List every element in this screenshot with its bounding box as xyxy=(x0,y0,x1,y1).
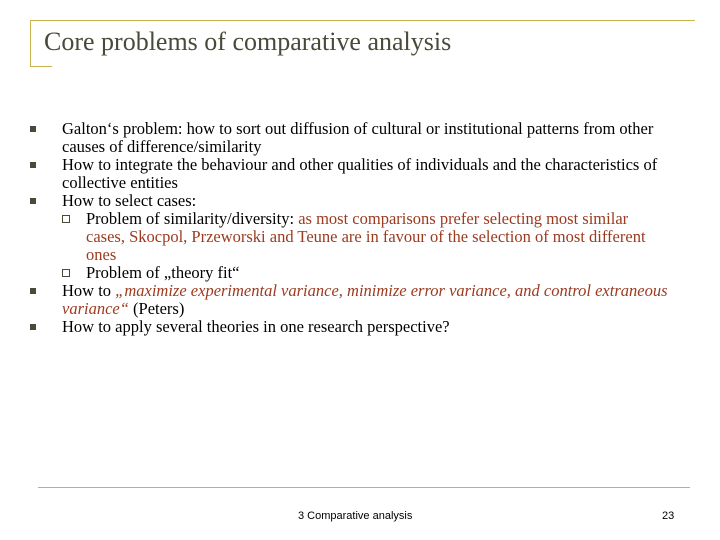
bullet-item xyxy=(30,156,670,192)
square-bullet-icon xyxy=(30,126,36,132)
page-number: 23 xyxy=(662,510,675,522)
bullet-text: How to apply several theories in one research perspective? xyxy=(62,317,450,336)
title-frame xyxy=(0,0,720,80)
bullet-suffix: (Peters) xyxy=(128,299,185,318)
sub-bullet-accent: as most comparisons prefer selecting most similar cases, Skocpol, Przeworski and Teune are in favour of the selection of most different ones xyxy=(86,209,646,264)
hollow-square-bullet-icon xyxy=(62,215,70,223)
bullet-text: Galton‘s problem: how to sort out diffusion of cultural or institutional patterns from other causes of difference/similarity xyxy=(62,119,654,156)
frame-corner-line xyxy=(30,66,52,67)
bullet-item xyxy=(30,318,670,336)
bullet-item xyxy=(30,120,670,156)
square-bullet-icon xyxy=(30,162,36,168)
bullet-text: How to select cases: xyxy=(62,191,197,210)
sub-bullet-label: Problem of similarity/diversity: xyxy=(86,209,299,228)
bullet-quote: „maximize experimental variance, minimize error variance, and control extraneous variance“ xyxy=(62,281,668,318)
sub-bullet-item xyxy=(62,264,670,282)
hollow-square-bullet-icon xyxy=(62,269,70,277)
bullet-text: How to integrate the behaviour and other qualities of individuals and the characteristics of collective entities xyxy=(62,155,658,192)
sub-bullet-text: Problem of „theory fit“ xyxy=(86,263,240,282)
footer-divider xyxy=(38,487,690,488)
square-bullet-icon xyxy=(30,198,36,204)
square-bullet-icon xyxy=(30,288,36,294)
frame-vertical-line xyxy=(30,20,31,66)
sub-bullet-item xyxy=(62,210,670,264)
frame-horizontal-line xyxy=(30,20,695,21)
bullet-prefix: How to xyxy=(62,281,116,300)
bullet-list xyxy=(30,120,670,336)
bullet-item xyxy=(30,282,670,318)
footer-center-text: 3 Comparative analysis xyxy=(298,510,413,522)
slide-title: Core problems of comparative analysis xyxy=(44,27,452,56)
square-bullet-icon xyxy=(30,324,36,330)
bullet-item xyxy=(30,192,670,210)
